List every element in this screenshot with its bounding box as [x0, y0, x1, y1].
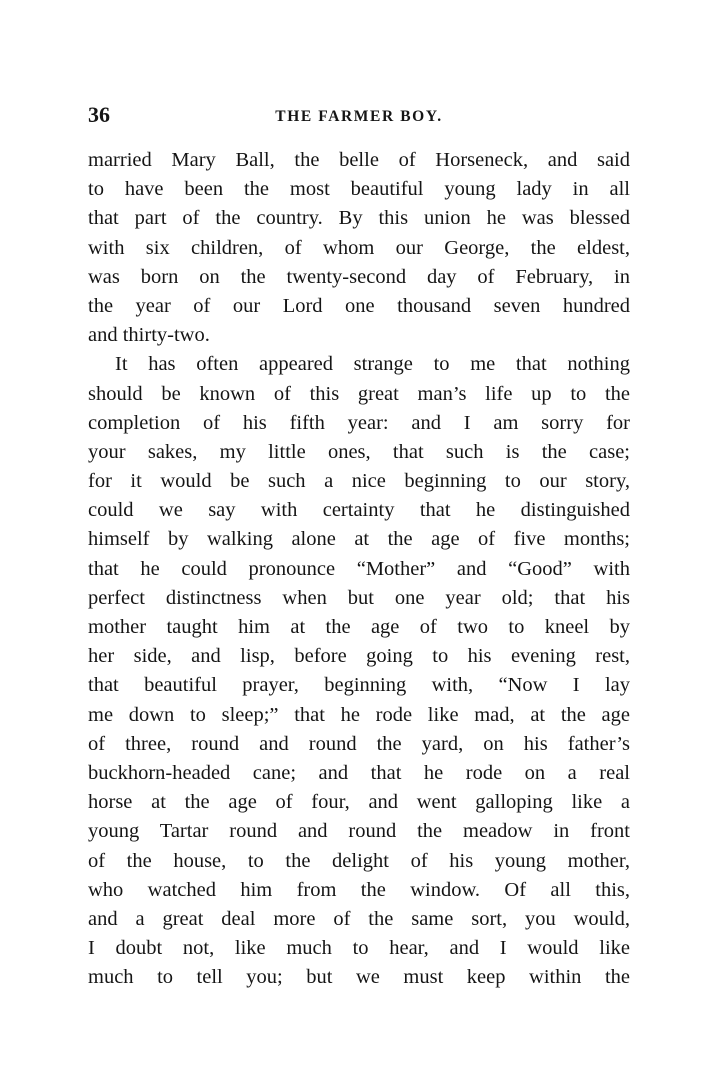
text-line: the year of our Lord one thousand seven hundred: [88, 294, 630, 317]
page-header: [88, 100, 630, 130]
text-line: was born on the twenty-second day of February, in: [88, 265, 630, 288]
text-line: that part of the country. By this union he was blessed: [88, 207, 630, 230]
paragraph: [88, 146, 630, 350]
text-line: of the house, to the delight of his young mother,: [88, 849, 630, 872]
text-line: buckhorn-headed cane; and that he rode on a real: [88, 761, 630, 784]
text-line: himself by walking alone at the age of five months;: [88, 528, 630, 551]
text-line: her side, and lisp, before going to his evening rest,: [88, 645, 630, 668]
text-line: much to tell you; but we must keep within the: [88, 966, 630, 989]
text-line: married Mary Ball, the belle of Horseneck, and said: [88, 149, 630, 171]
text-line: that beautiful prayer, beginning with, “Now I lay: [88, 674, 630, 697]
text-line: me down to sleep;” that he rode like mad, at the age: [88, 703, 630, 726]
text-line: completion of his fifth year: and I am sorry for: [88, 411, 630, 434]
text-line: could we say with certainty that he distinguished: [88, 499, 630, 522]
text-line: and thirty-two.: [88, 324, 210, 347]
text-line: perfect distinctness when but one year old; that his: [88, 586, 630, 609]
text-line: and a great deal more of the same sort, you would,: [88, 907, 630, 930]
body-text: [88, 146, 630, 992]
text-line: I doubt not, like much to hear, and I would like: [88, 937, 630, 960]
text-line: of three, round and round the yard, on his father’s: [88, 732, 630, 755]
text-line: for it would be such a nice beginning to our story,: [88, 470, 630, 493]
text-line: who watched him from the window. Of all this,: [88, 878, 630, 901]
text-line: should be known of this great man’s life up to the: [88, 382, 630, 405]
text-line: that he could pronounce “Mother” and “Good” with: [88, 557, 630, 580]
text-line: It has often appeared strange to me that nothing: [115, 353, 630, 376]
text-line: horse at the age of four, and went galloping like a: [88, 791, 630, 814]
page-number: 36: [88, 102, 110, 127]
text-line: to have been the most beautiful young lady in all: [88, 178, 630, 201]
text-line: your sakes, my little ones, that such is the case;: [88, 440, 630, 463]
running-title: THE FARMER BOY.: [275, 108, 443, 125]
text-line: young Tartar round and round the meadow in front: [88, 820, 630, 843]
text-line: mother taught him at the age of two to kneel by: [88, 616, 630, 638]
text-line: with six children, of whom our George, the eldest,: [88, 236, 630, 259]
paragraph: [88, 350, 630, 992]
